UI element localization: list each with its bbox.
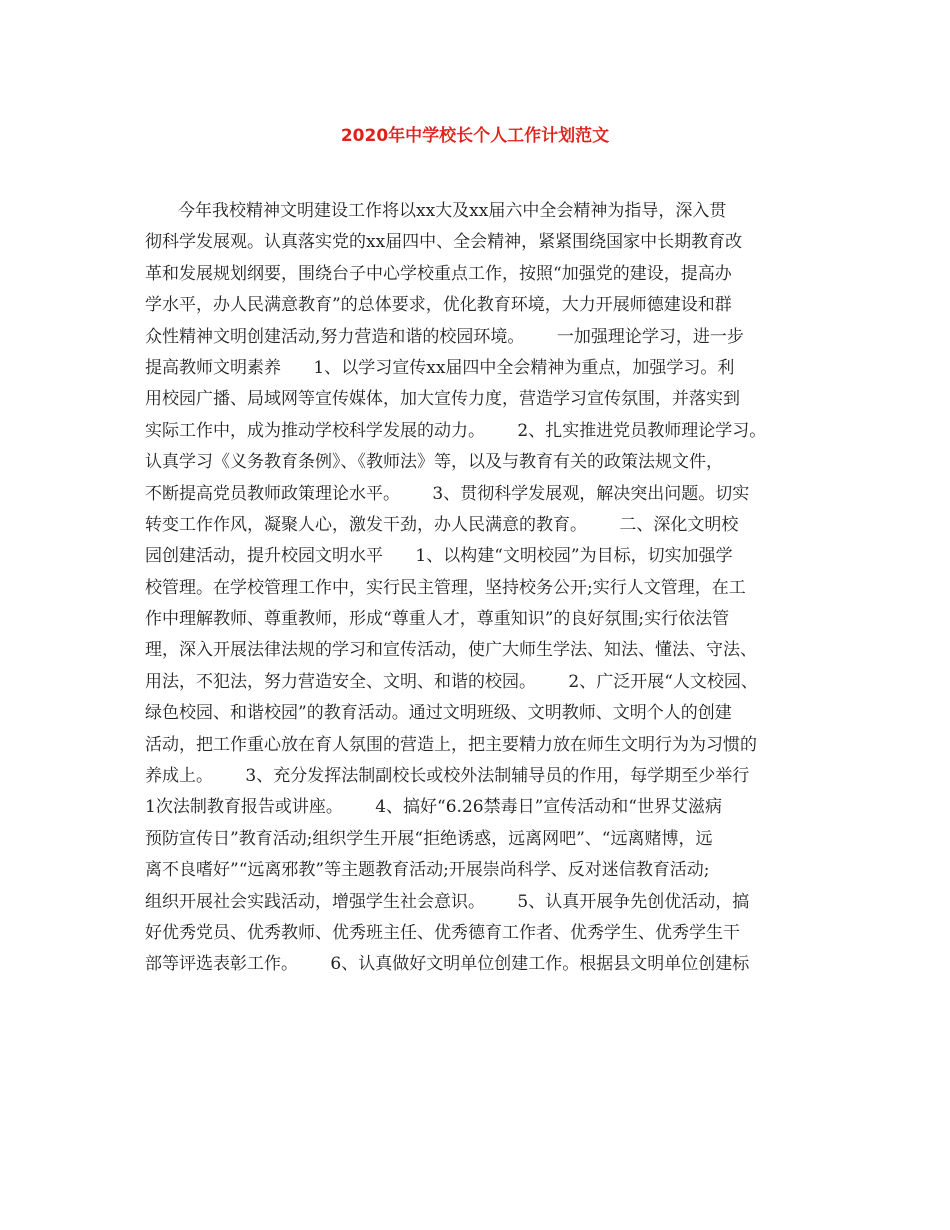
body-line: 离不良嗜好”“远离邪教”等主题教育活动;开展崇尚科学、反对迷信教育活动; [145, 860, 710, 881]
body-line: 部等评选表彰工作。 6、认真做好文明单位创建工作。根据县文明单位创建标 [145, 954, 750, 975]
body-line: 1次法制教育报告或讲座。 4、搞好“6.26禁毒日”宣传活动和“世界艾滋病 [145, 797, 722, 818]
body-line: 好优秀党员、优秀教师、优秀班主任、优秀德育工作者、优秀学生、优秀学生干 [145, 922, 740, 943]
body-line: 认真学习《义务教育条例》、《教师法》等，以及与教育有关的政策法规文件， [145, 452, 723, 473]
body-line: 众性精神文明创建活动,努力营造和谐的校园环境。 一加强理论学习，进一步 [145, 326, 744, 347]
body-line: 理，深入开展法律法规的学习和宣传活动，使广大师生学法、知法、懂法、守法、 [145, 640, 757, 661]
body-line: 实际工作中，成为推动学校科学发展的动力。 2、扎实推进党员教师理论学习。 [145, 420, 767, 441]
body-line: 转变工作作风，凝聚人心，激发干劲，办人民满意的教育。 二、深化文明校 [145, 514, 739, 535]
body-line: 学水平，办人民满意教育”的总体要求，优化教育环境，大力开展师德建设和群 [145, 295, 732, 316]
body-line: 绿色校园、和谐校园”的教育活动。通过文明班级、文明教师、文明个人的创建 [145, 703, 732, 724]
body-line: 今年我校精神文明建设工作将以xx大及xx届六中全会精神为指导，深入贯 [178, 201, 727, 221]
body-line: 彻科学发展观。认真落实党的xx届四中、全会精神，紧紧围绕国家中长期教育改 [145, 232, 743, 253]
body-line: 用校园广播、局域网等宣传媒体，加大宣传力度，营造学习宣传氛围，并落实到 [145, 389, 740, 410]
body-line: 不断提高党员教师政策理论水平。 3、贯彻科学发展观，解决突出问题。切实 [145, 483, 750, 504]
body-line: 园创建活动，提升校园文明水平 1、以构建“文明校园”为目标，切实加强学 [145, 546, 733, 567]
body-line: 革和发展规划纲要，围绕台子中心学校重点工作，按照“加强党的建设，提高办 [145, 263, 732, 284]
document-body [145, 196, 835, 981]
body-line: 提高教师文明素养 1、以学习宣传xx届四中全会精神为重点，加强学习。利 [145, 357, 735, 378]
body-line: 预防宣传日”教育活动;组织学生开展“拒绝诱惑，远离网吧”、“远离赌博，远 [145, 828, 713, 849]
body-line: 用法，不犯法，努力营造安全、文明、和谐的校园。 2、广泛开展“人文校园、 [145, 671, 758, 692]
document-title: 2020年中学校长个人工作计划范文 [340, 126, 610, 146]
body-line: 作中理解教师、尊重教师，形成“尊重人才，尊重知识”的良好氛围;实行依法管 [145, 609, 730, 630]
body-line: 校管理。在学校管理工作中，实行民主管理，坚持校务公开;实行人文管理，在工 [145, 577, 746, 598]
body-line: 组织开展社会实践活动，增强学生社会意识。 5、认真开展争先创优活动，搞 [145, 891, 750, 912]
body-line: 活动，把工作重心放在育人氛围的营造上，把主要精力放在师生文明行为为习惯的 [145, 734, 757, 755]
body-line: 养成上。 3、充分发挥法制副校长或校外法制辅导员的作用，每学期至少举行 [145, 766, 750, 787]
